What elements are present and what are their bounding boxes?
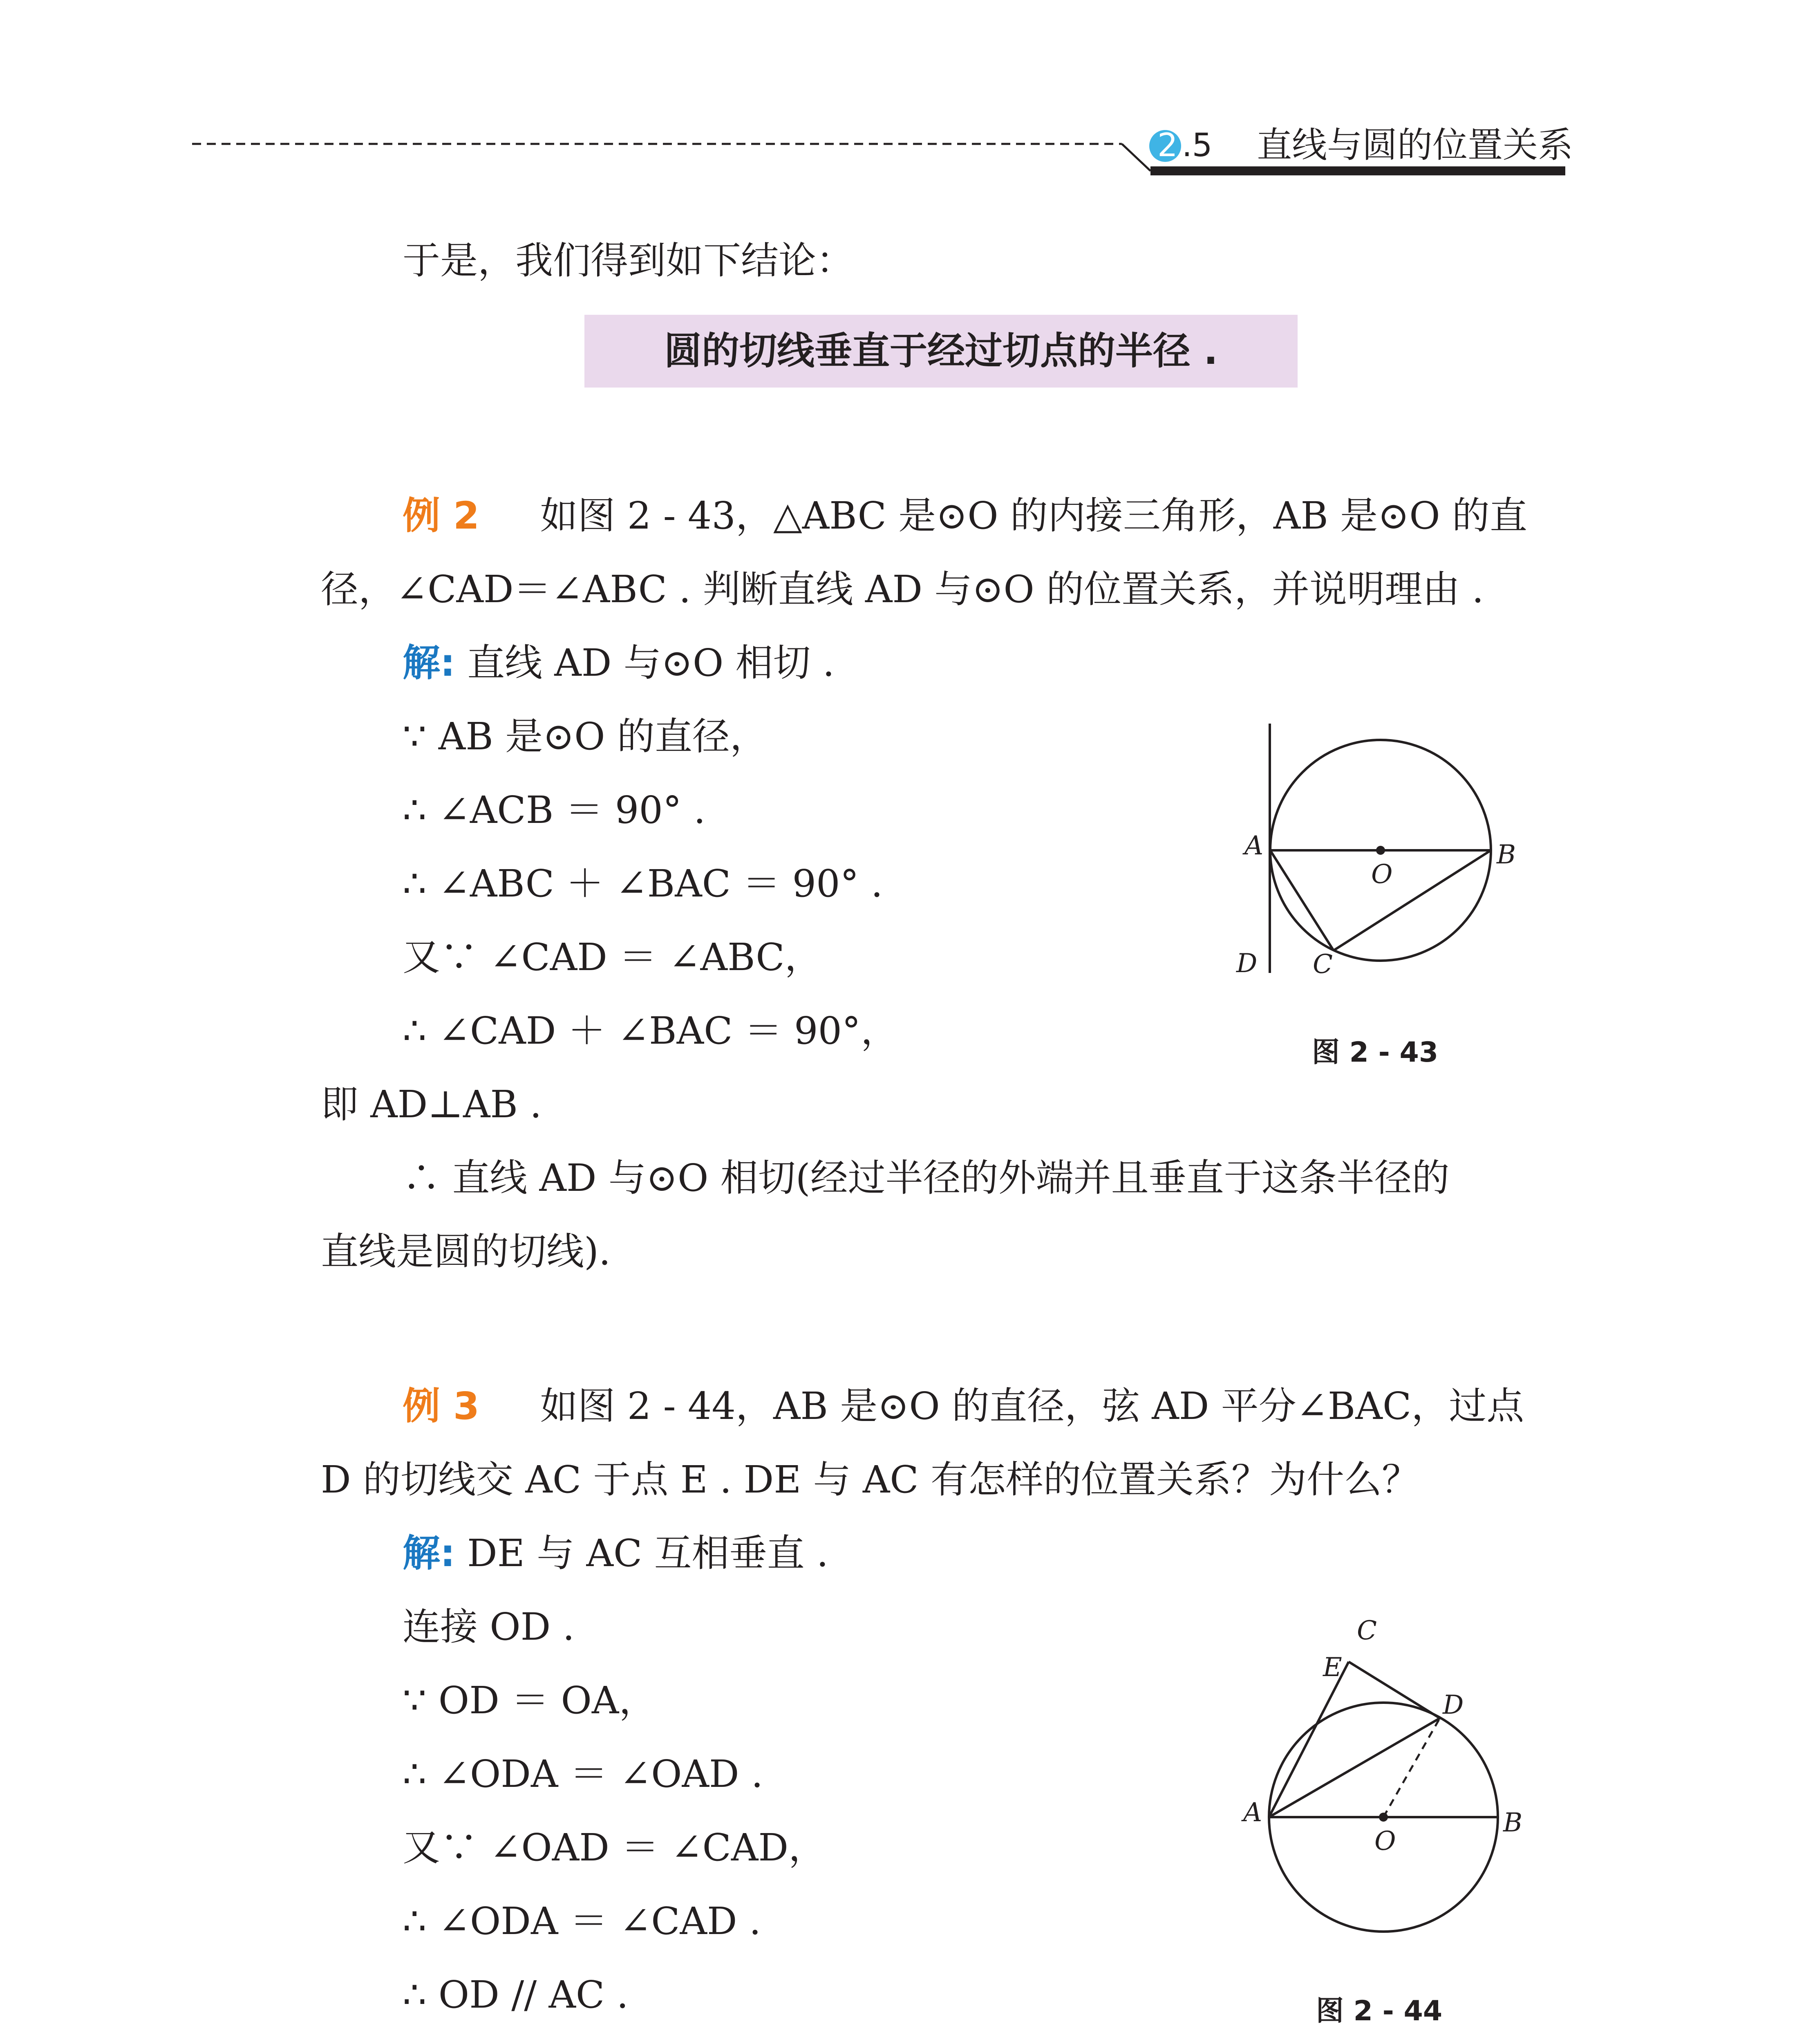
example-2-step: ∴ ∠ACB ＝ 90° .	[403, 788, 706, 832]
figure-2-43	[1206, 707, 1533, 1002]
section-number-suffix: .5	[1182, 127, 1213, 164]
example-2-step: 直线是圆的切线).	[321, 1230, 611, 1273]
section-number: 2	[1157, 127, 1178, 164]
example-3-step: 连接 OD .	[403, 1605, 575, 1649]
example-2-label: 例 2	[403, 494, 480, 538]
point-label: O	[1374, 1826, 1396, 1856]
example-2-step: 直线 AD 与⊙O 相切 .	[467, 641, 835, 685]
point-label: C	[1357, 1616, 1377, 1646]
tangent-de	[1349, 1662, 1440, 1718]
example-3-problem-line1: 如图 2 - 44，AB 是⊙O 的直径，弦 AD 平分∠BAC，过点	[540, 1384, 1524, 1428]
point-label: A	[1243, 1797, 1262, 1828]
section-title: 直线与圆的位置关系	[1257, 125, 1573, 166]
example-3-step: ∴ OD // AC .	[403, 1973, 629, 2017]
example-2-step: ∴ ∠ABC ＋ ∠BAC ＝ 90° .	[403, 862, 883, 905]
example-2-step: 即 AD⊥AB .	[321, 1083, 542, 1126]
point-label: O	[1371, 859, 1393, 890]
point-label: A	[1244, 831, 1264, 861]
example-3-step: 又∵ ∠OAD ＝ ∠CAD，	[403, 1826, 826, 1869]
point-label: B	[1503, 1808, 1523, 1838]
center-point	[1379, 1813, 1388, 1822]
example-2-step: ∵ AB 是⊙O 的直径，	[403, 715, 768, 758]
conclusion-text: 圆的切线垂直于经过切点的半径 .	[664, 329, 1218, 373]
chord-cb	[1334, 850, 1491, 950]
example-2-problem-line1: 如图 2 - 43，△ABC 是⊙O 的内接三角形，AB 是⊙O 的直	[540, 494, 1527, 538]
example-3-step: ∵ OD ＝ OA，	[403, 1679, 657, 1722]
example-2-step: ∴ ∠CAD ＋ ∠BAC ＝ 90°，	[403, 1009, 899, 1053]
example-3-step: ∴ ∠ODA ＝ ∠OAD .	[403, 1752, 763, 1796]
figure-2-43-caption: 图 2 - 43	[1312, 1036, 1439, 1069]
example-2-problem-line2: 径，∠CAD＝∠ABC . 判断直线 AD 与⊙O 的位置关系，并说明理由 .	[321, 567, 1484, 611]
point-label: E	[1323, 1652, 1342, 1683]
intro-text: 于是，我们得到如下结论：	[403, 239, 854, 282]
example-3-step: ∴ ∠ODA ＝ ∠CAD .	[403, 1899, 761, 1943]
point-label: B	[1497, 840, 1516, 870]
point-label: D	[1236, 948, 1258, 979]
radius-od	[1383, 1718, 1440, 1817]
center-point	[1376, 846, 1385, 855]
figure-2-44-caption: 图 2 - 44	[1316, 1995, 1443, 2027]
example-2-solution	[403, 639, 835, 688]
example-2-step: 又∵ ∠CAD ＝ ∠ABC，	[403, 935, 822, 979]
example-2-step: ∴ 直线 AD 与⊙O 相切(经过半径的外端并且垂直于这条半径的	[403, 1156, 1450, 1200]
example-2-solution-label: 解:	[403, 641, 455, 685]
example-3-line1	[403, 1382, 1524, 1431]
example-3-problem-line2: D 的切线交 AC 于点 E . DE 与 AC 有怎样的位置关系？为什么？	[321, 1458, 1419, 1502]
figure-2-44	[1206, 1594, 1533, 1946]
example-2-line1	[403, 491, 1527, 540]
example-3-solution-label: 解:	[403, 1531, 455, 1575]
example-3-label: 例 3	[403, 1384, 480, 1428]
point-label: C	[1313, 949, 1333, 979]
point-label: D	[1443, 1690, 1464, 1720]
chord-ac	[1270, 850, 1334, 950]
example-3-solution	[403, 1529, 828, 1578]
example-3-step: DE 与 AC 互相垂直 .	[467, 1531, 829, 1575]
